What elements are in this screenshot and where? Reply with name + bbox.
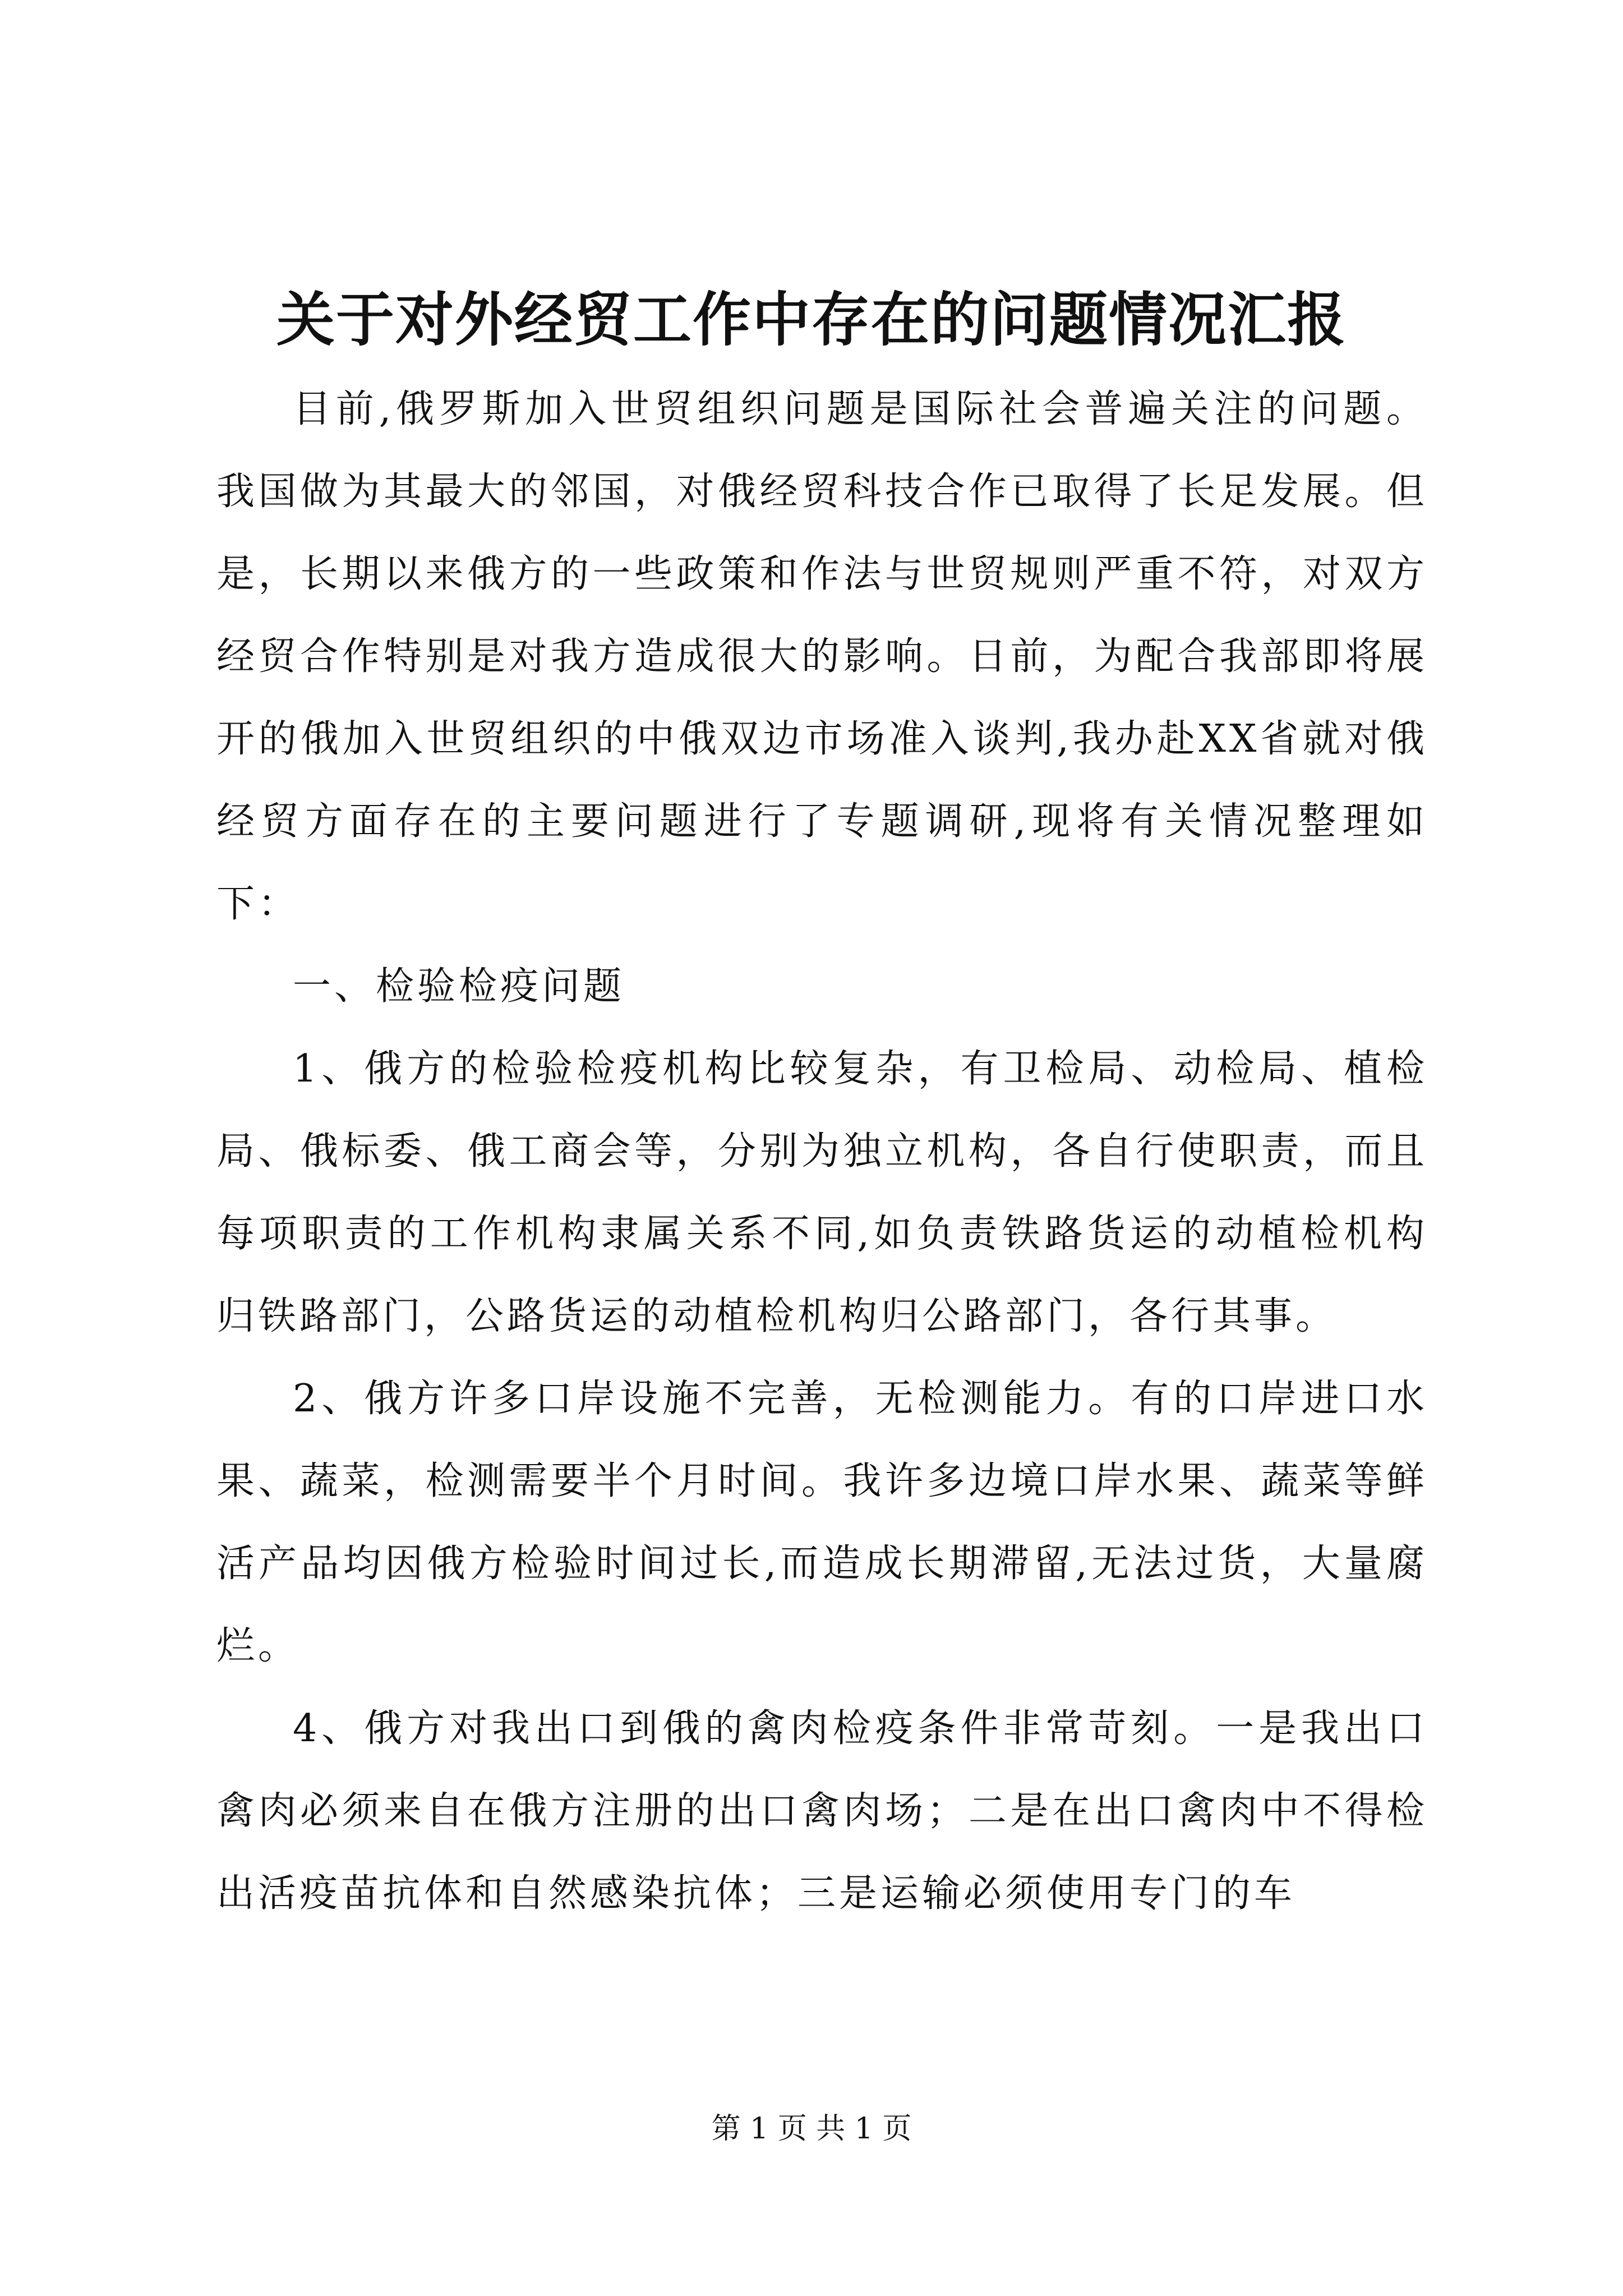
section-heading: 一、检验检疫问题 (293, 964, 625, 1009)
paragraph-item-4: 4、俄方对我出口到俄的禽肉检疫条件非常苛刻。一是我出口禽肉必须来自在俄方注册的出口禽肉场；二是在出口禽肉中不得检出活疫苗抗体和自然感染抗体；三是运输必须使用专门的车 (216, 1706, 1428, 1916)
paragraph-intro: 目前,俄罗斯加入世贸组织问题是国际社会普遍关注的问题。我国做为其最大的邻国，对俄经贸科技合作已取得了长足发展。但是，长期以来俄方的一些政策和作法与世贸规则严重不符，对双方经贸合作特别是对我方造成很大的影响。日前，为配合我部即将展开的俄加入世贸组织的中俄双边市场准入谈判,我办赴XX省就对俄经贸方面存在的主要问题进行了专题调研,现将有关情况整理如下： (216, 387, 1428, 926)
page-number: 第 1 页 共 1 页 (711, 2112, 912, 2146)
paragraph-item-2: 2、俄方许多口岸设施不完善，无检测能力。有的口岸进口水果、蔬菜，检测需要半个月时间。我许多边境口岸水果、蔬菜等鲜活产品均因俄方检验时间过长,而造成长期滞留,无法过货，大量腐烂。 (216, 1377, 1428, 1668)
paragraph-item-1: 1、俄方的检验检疫机构比较复杂，有卫检局、动检局、植检局、俄标委、俄工商会等，分别为独立机构，各自行使职责，而且每项职责的工作机构隶属关系不同,如负责铁路货运的动植检机构归铁路部门，公路货运的动植检机构归公路部门，各行其事。 (216, 1047, 1428, 1338)
document-body (216, 368, 1428, 1935)
document-title: 关于对外经贸工作中存在的问题情况汇报 (276, 285, 1347, 354)
